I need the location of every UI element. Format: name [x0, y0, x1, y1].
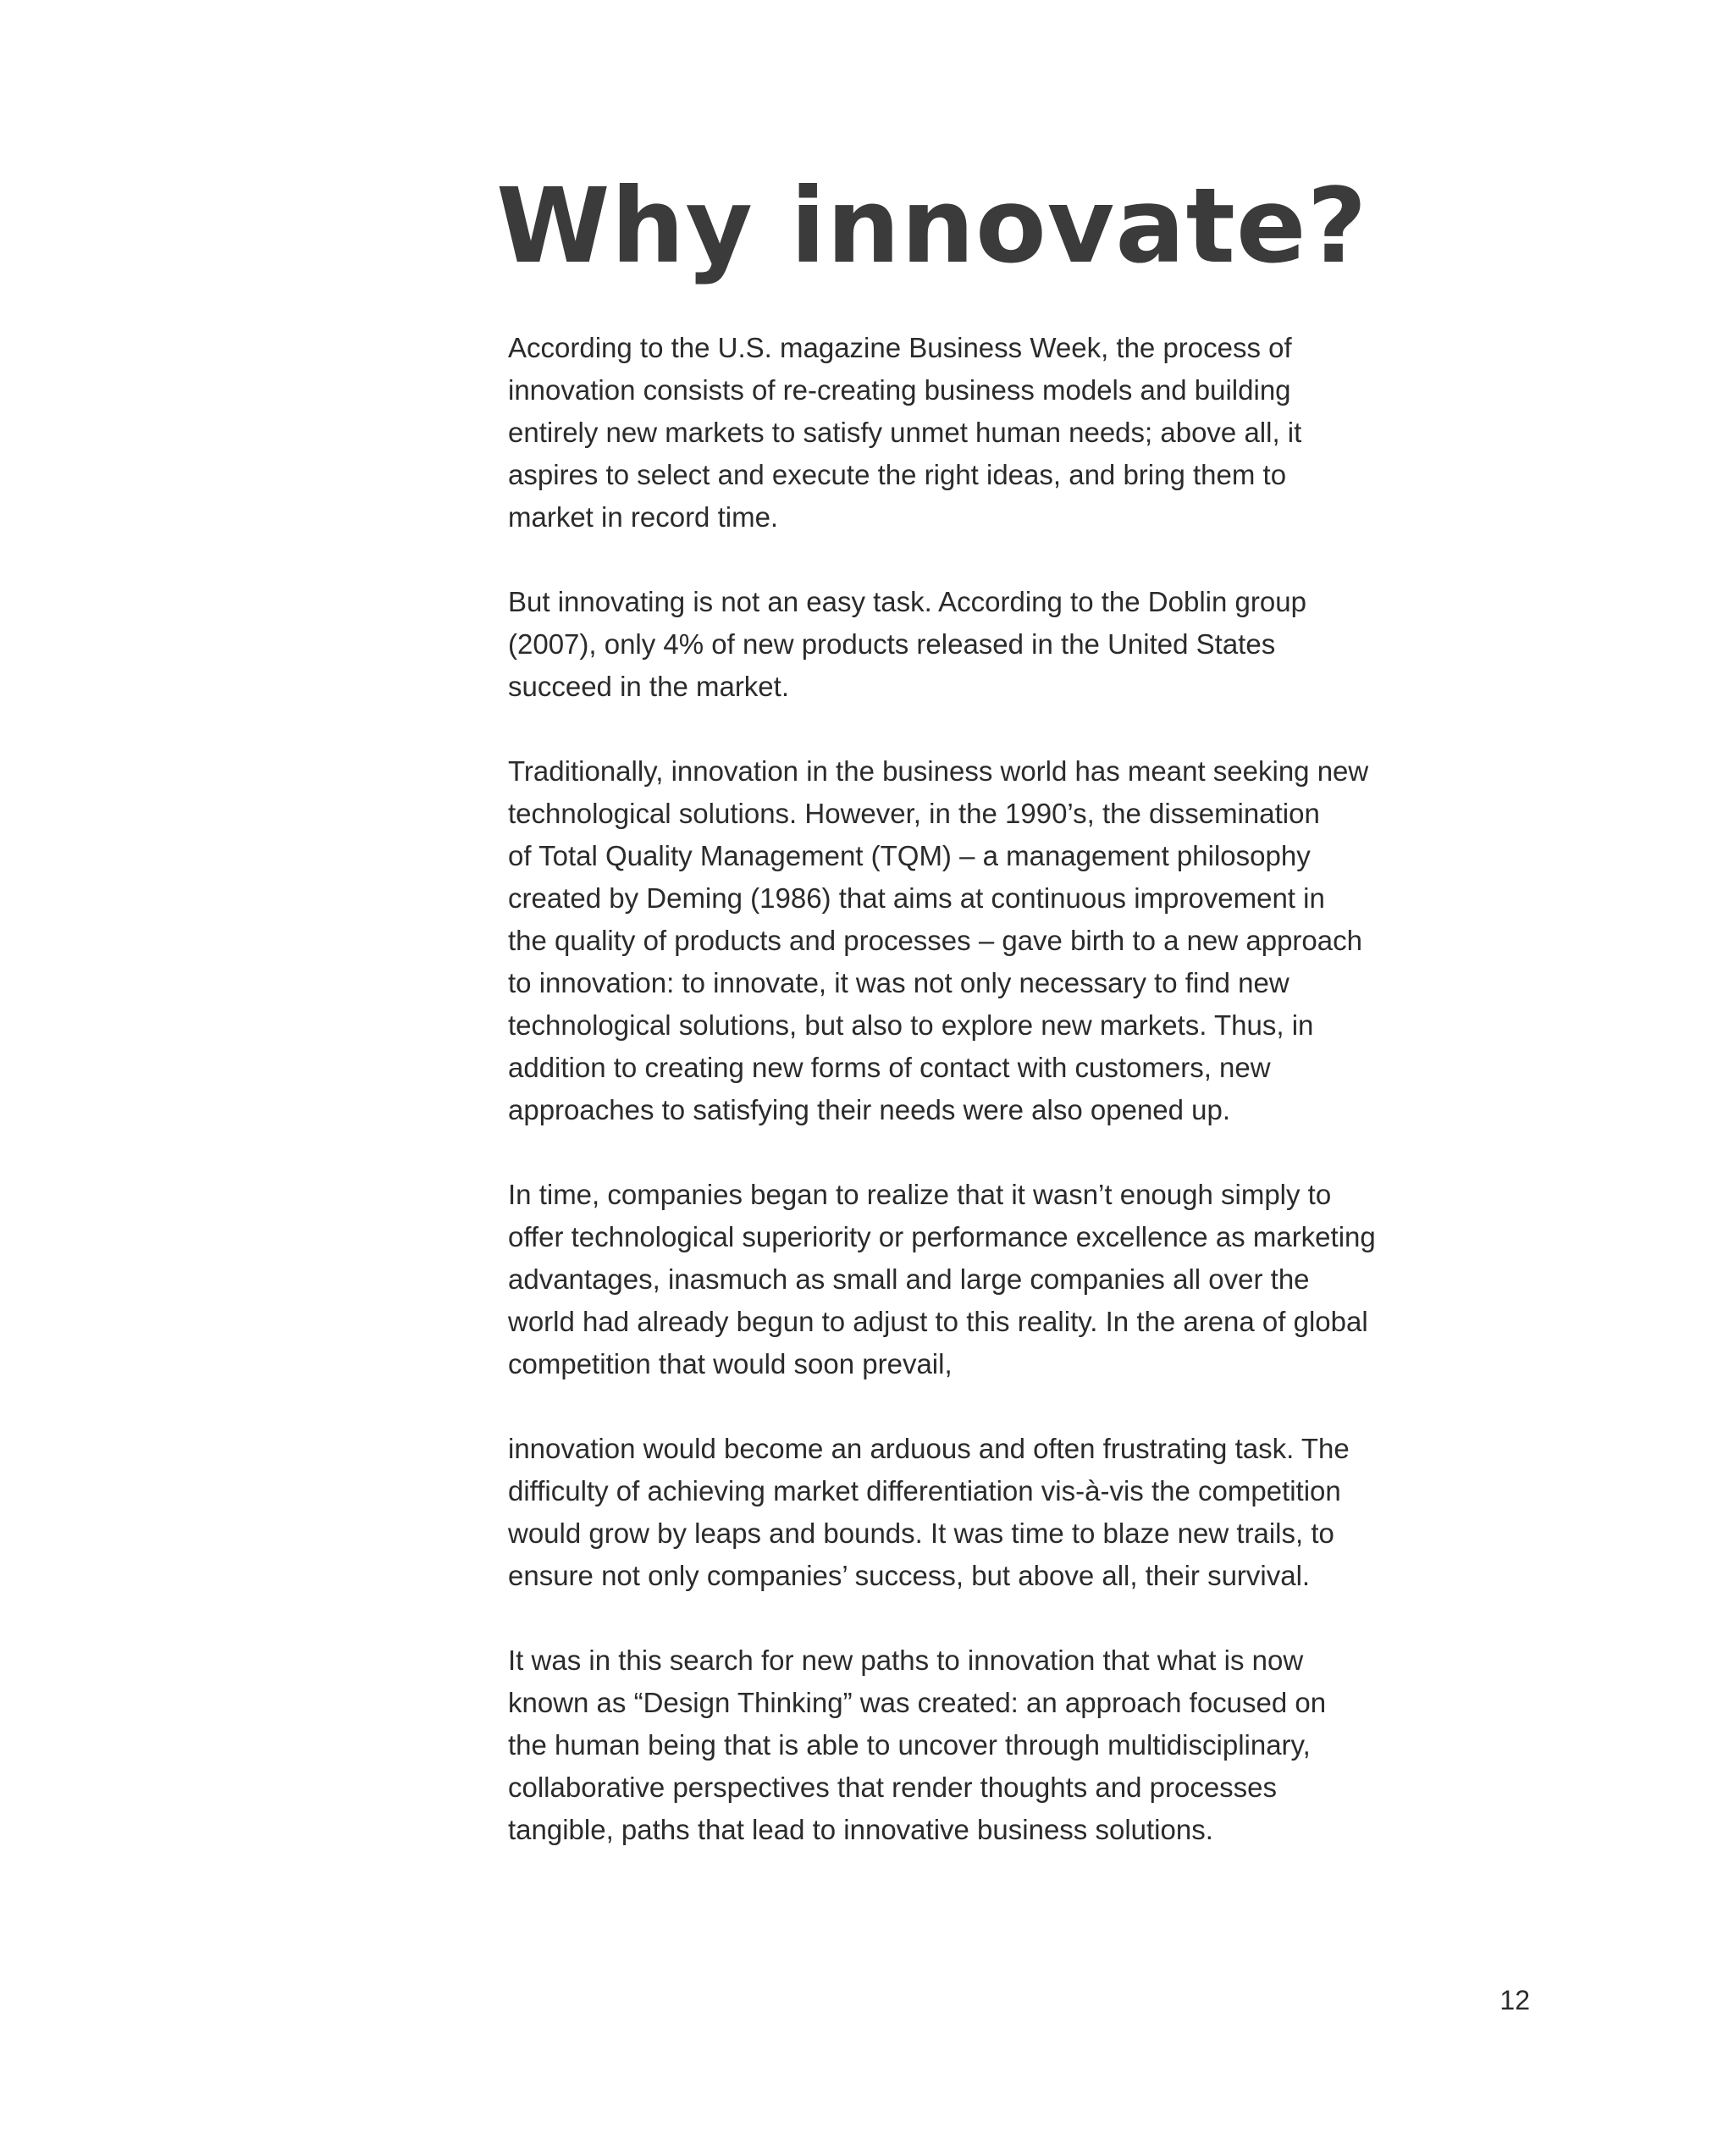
text-line: technological solutions, but also to explore new markets. Thus, in	[508, 1009, 1314, 1041]
text-line: created by Deming (1986) that aims at continuous improvement in	[508, 882, 1325, 914]
paragraph-4	[508, 1174, 1456, 1385]
text-line: innovation would become an arduous and often frustrating task. The	[508, 1433, 1350, 1464]
text-line: innovation consists of re-creating business models and building	[508, 374, 1291, 406]
text-line: Traditionally, innovation in the business world has meant seeking new	[508, 755, 1369, 787]
text-line: technological solutions. However, in the 1990’s, the dissemination	[508, 798, 1320, 829]
text-line: world had already begun to adjust to this reality. In the arena of global	[508, 1306, 1368, 1337]
page-number: 12	[1499, 1985, 1530, 2015]
text-line: It was in this search for new paths to innovation that what is now	[508, 1645, 1304, 1676]
text-line: addition to creating new forms of contact with customers, new	[508, 1052, 1271, 1083]
text-line: entirely new markets to satisfy unmet human needs; above all, it	[508, 417, 1302, 448]
text-line: advantages, inasmuch as small and large companies all over the	[508, 1263, 1310, 1295]
text-line: But innovating is not an easy task. According to the Doblin group	[508, 586, 1306, 617]
text-line: ensure not only companies’ success, but above all, their survival.	[508, 1560, 1311, 1591]
text-line: known as “Design Thinking” was created: an approach focused on	[508, 1687, 1327, 1718]
text-line: approaches to satisfying their needs were also opened up.	[508, 1094, 1231, 1125]
text-line: According to the U.S. magazine Business Week, the process of	[508, 332, 1292, 363]
text-line: (2007), only 4% of new products released in the United States	[508, 628, 1276, 660]
text-line: the quality of products and processes – gave birth to a new approach	[508, 925, 1362, 956]
paragraph-5	[508, 1428, 1456, 1597]
text-line: to innovation: to innovate, it was not only necessary to find new	[508, 967, 1289, 998]
text-line: In time, companies began to realize that it wasn’t enough simply to	[508, 1179, 1332, 1210]
page-title: Why innovate?	[496, 166, 1368, 286]
text-line: competition that would soon prevail,	[508, 1348, 953, 1379]
text-line: difficulty of achieving market differentiation vis-à-vis the competition	[508, 1475, 1341, 1506]
text-line: collaborative perspectives that render thoughts and processes	[508, 1772, 1278, 1803]
text-line: aspires to select and execute the right ideas, and bring them to	[508, 459, 1287, 490]
text-line: offer technological superiority or performance excellence as marketing	[508, 1221, 1376, 1252]
body-text	[508, 327, 1456, 1893]
paragraph-6	[508, 1639, 1456, 1851]
text-line: tangible, paths that lead to innovative business solutions.	[508, 1814, 1213, 1845]
text-line: succeed in the market.	[508, 671, 789, 702]
text-line: the human being that is able to uncover through multidisciplinary,	[508, 1729, 1311, 1761]
text-line: of Total Quality Management (TQM) – a management philosophy	[508, 840, 1311, 871]
paragraph-3	[508, 750, 1456, 1131]
text-line: would grow by leaps and bounds. It was time to blaze new trails, to	[508, 1517, 1334, 1549]
paragraph-2	[508, 581, 1456, 708]
text-line: market in record time.	[508, 501, 779, 533]
paragraph-1	[508, 327, 1456, 539]
